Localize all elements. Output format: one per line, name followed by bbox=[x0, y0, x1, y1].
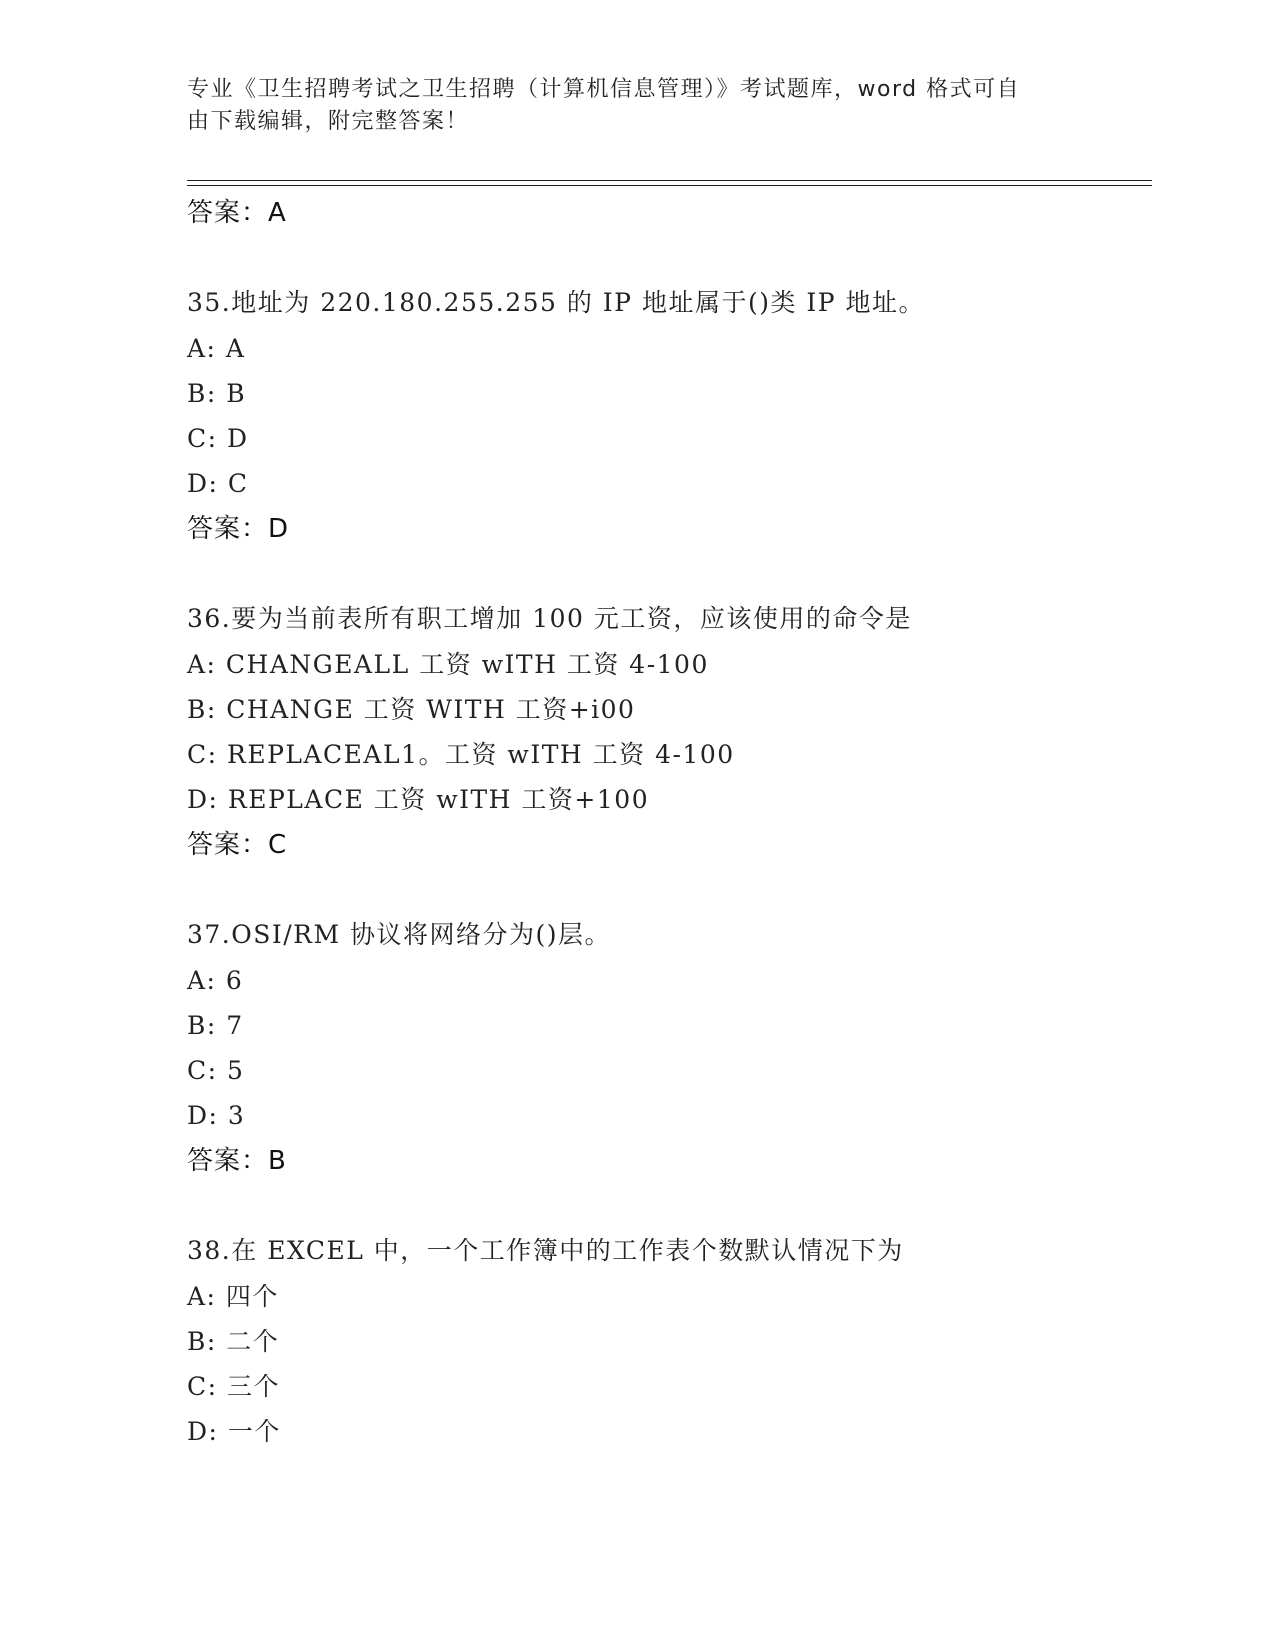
option-d: D: 3 bbox=[187, 1101, 246, 1130]
option-d: D: 一个 bbox=[187, 1417, 281, 1446]
header-divider-bottom bbox=[187, 185, 1152, 186]
question-stem: 36.要为当前表所有职工增加 100 元工资，应该使用的命令是 bbox=[187, 604, 912, 633]
question-list bbox=[187, 190, 1147, 1454]
question-38 bbox=[187, 1228, 1147, 1454]
answer: 答案：B bbox=[187, 1146, 287, 1176]
answer: 答案：C bbox=[187, 830, 288, 860]
document-header bbox=[187, 74, 1087, 138]
option-d: D: REPLACE 工资 wITH 工资+100 bbox=[187, 785, 650, 814]
answer: 答案：D bbox=[187, 514, 290, 544]
previous-answer: 答案：A bbox=[187, 198, 287, 228]
option-c: C: 三个 bbox=[187, 1372, 280, 1401]
question-stem: 37.OSI/RM 协议将网络分为()层。 bbox=[187, 920, 612, 949]
option-a: A: A bbox=[187, 334, 246, 363]
header-divider-top bbox=[187, 180, 1152, 181]
option-c: C: REPLACEAL1。工资 wITH 工资 4-100 bbox=[187, 740, 735, 769]
question-stem: 38.在 EXCEL 中，一个工作簿中的工作表个数默认情况下为 bbox=[187, 1236, 904, 1265]
header-line-1: 专业《卫生招聘考试之卫生招聘（计算机信息管理）》考试题库，word 格式可自 bbox=[187, 77, 1021, 102]
header-line-2: 由下载编辑，附完整答案！ bbox=[187, 109, 470, 134]
option-b: B: CHANGE 工资 WITH 工资+i00 bbox=[187, 695, 636, 724]
option-b: B: 7 bbox=[187, 1011, 244, 1040]
option-a: A: CHANGEALL 工资 wITH 工资 4-100 bbox=[187, 650, 709, 679]
question-37 bbox=[187, 912, 1147, 1184]
option-b: B: B bbox=[187, 379, 247, 408]
option-b: B: 二个 bbox=[187, 1327, 280, 1356]
question-36 bbox=[187, 596, 1147, 868]
option-c: C: 5 bbox=[187, 1056, 245, 1085]
option-a: A: 6 bbox=[187, 966, 244, 995]
question-35 bbox=[187, 280, 1147, 552]
question-stem: 35.地址为 220.180.255.255 的 IP 地址属于()类 IP 地址。 bbox=[187, 288, 926, 317]
option-d: D: C bbox=[187, 469, 249, 498]
option-c: C: D bbox=[187, 424, 249, 453]
option-a: A: 四个 bbox=[187, 1282, 279, 1311]
